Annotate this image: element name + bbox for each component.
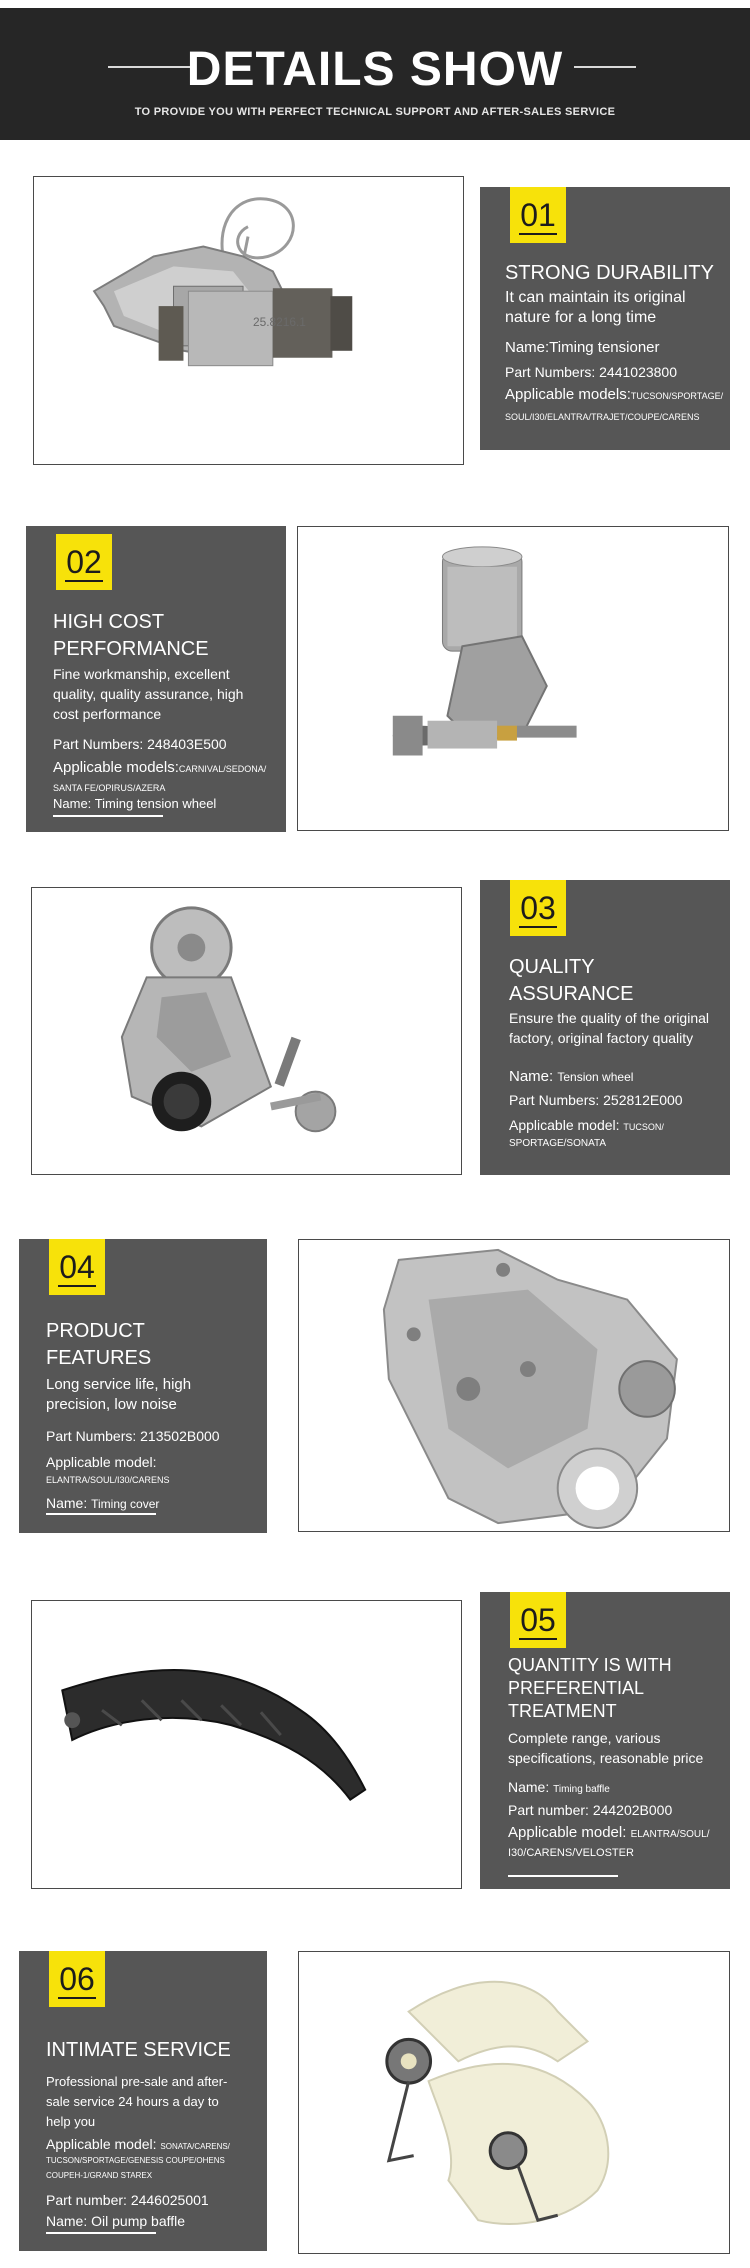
oil-pump-baffle-photo: [298, 1951, 730, 2254]
card-description: Fine workmanship, excellent quality, quality assurance, high cost performance: [53, 666, 244, 722]
card-underline: [46, 2232, 156, 2234]
product-name: Name:Timing tensioner: [505, 339, 660, 356]
card-underline: [508, 1875, 618, 1877]
card-description: Complete range, various specifications, reasonable price: [508, 1730, 704, 1766]
tension-wheel-photo: [31, 887, 462, 1175]
applicable-models-extra: SOUL/I30/ELANTRA/TRAJET/COUPE/CARENS: [505, 412, 700, 422]
applicable-models: Applicable model: TUCSON/: [509, 1117, 664, 1133]
feature-card-05: [480, 1592, 730, 1889]
timing-cover-photo: [298, 1239, 730, 1532]
applicable-models: Applicable model: ELANTRA/SOUL/: [508, 1824, 710, 1841]
svg-text:25.8216.1: 25.8216.1: [252, 314, 306, 329]
applicable-models-extra: SPORTAGE/SONATA: [509, 1138, 607, 1149]
number-badge: 05: [510, 1592, 566, 1648]
product-name: Name: Timing cover: [46, 1495, 160, 1511]
applicable-models-extra: TUCSON/SPORTAGE/GENESIS COUPE/OHENS COUPEH-1/GRAND STAREX: [46, 2156, 225, 2180]
part-number: Part number: 2446025001: [46, 2192, 209, 2208]
card-underline: [53, 815, 163, 817]
card-title: HIGH COST PERFORMANCE: [53, 611, 209, 660]
product-name: Name: Oil pump baffle: [46, 2213, 186, 2229]
product-name: Name: Timing tension wheel: [53, 796, 217, 811]
card-underline: [46, 1513, 156, 1515]
page-title: DETAILS SHOW: [186, 43, 564, 96]
page-subtitle: TO PROVIDE YOU WITH PERFECT TECHNICAL SUPPORT AND AFTER-SALES SERVICE: [134, 106, 616, 118]
part-number: Part Numbers: 252812E000: [509, 1092, 683, 1108]
card-description: It can maintain its original nature for a long time: [505, 289, 686, 326]
part-number: Part Numbers: 213502B000: [46, 1428, 220, 1444]
timing-tension-wheel-photo: [297, 526, 729, 831]
applicable-models-extra: I30/CARENS/VELOSTER: [508, 1847, 634, 1859]
applicable-models: Applicable model: SONATA/CARENS/: [46, 2136, 230, 2152]
card-title: QUANTITY IS WITH PREFERENTIAL TREATMENT: [508, 1655, 672, 1721]
feature-card-06: [19, 1951, 267, 2251]
feature-card-02: [26, 526, 286, 832]
timing-baffle-photo: [31, 1600, 462, 1889]
card-title: PRODUCT FEATURES: [46, 1320, 152, 1369]
card-title: QUALITY ASSURANCE: [509, 956, 634, 1005]
number-badge: 03: [510, 880, 566, 936]
part-number: Part number: 244202B000: [508, 1802, 673, 1818]
feature-card-03: [480, 880, 730, 1175]
number-badge: 01: [510, 187, 566, 243]
card-description: Professional pre-sale and after-sale service 24 hours a day to help you: [46, 2074, 228, 2129]
part-number: Part Numbers: 248403E500: [53, 736, 227, 752]
applicable-models: Applicable models:CARNIVAL/SEDONA/: [53, 759, 267, 776]
applicable-models-extra: ELANTRA/SOUL/I30/CARENS: [46, 1475, 170, 1485]
applicable-models: Applicable model:: [46, 1454, 157, 1470]
feature-card-01: [480, 187, 730, 450]
card-description: Ensure the quality of the original factory, original factory quality: [509, 1010, 710, 1046]
product-name: Name: Tension wheel: [509, 1068, 634, 1085]
page-header: [0, 8, 750, 140]
applicable-models: Applicable models:TUCSON/SPORTAGE/: [505, 386, 724, 403]
number-badge: 04: [49, 1239, 105, 1295]
applicable-models-extra: SANTA FE/OPIRUS/AZERA: [53, 783, 166, 793]
timing-tensioner-photo: [33, 176, 464, 465]
product-name: Name: Timing baffle: [508, 1779, 610, 1795]
card-title: INTIMATE SERVICE: [46, 2039, 231, 2061]
feature-card-04: [19, 1239, 267, 1533]
part-number: Part Numbers: 2441023800: [505, 364, 677, 380]
card-description: Long service life, high precision, low noise: [46, 1376, 192, 1413]
number-badge: 02: [56, 534, 112, 590]
number-badge: 06: [49, 1951, 105, 2007]
card-title: STRONG DURABILITY: [505, 262, 714, 284]
